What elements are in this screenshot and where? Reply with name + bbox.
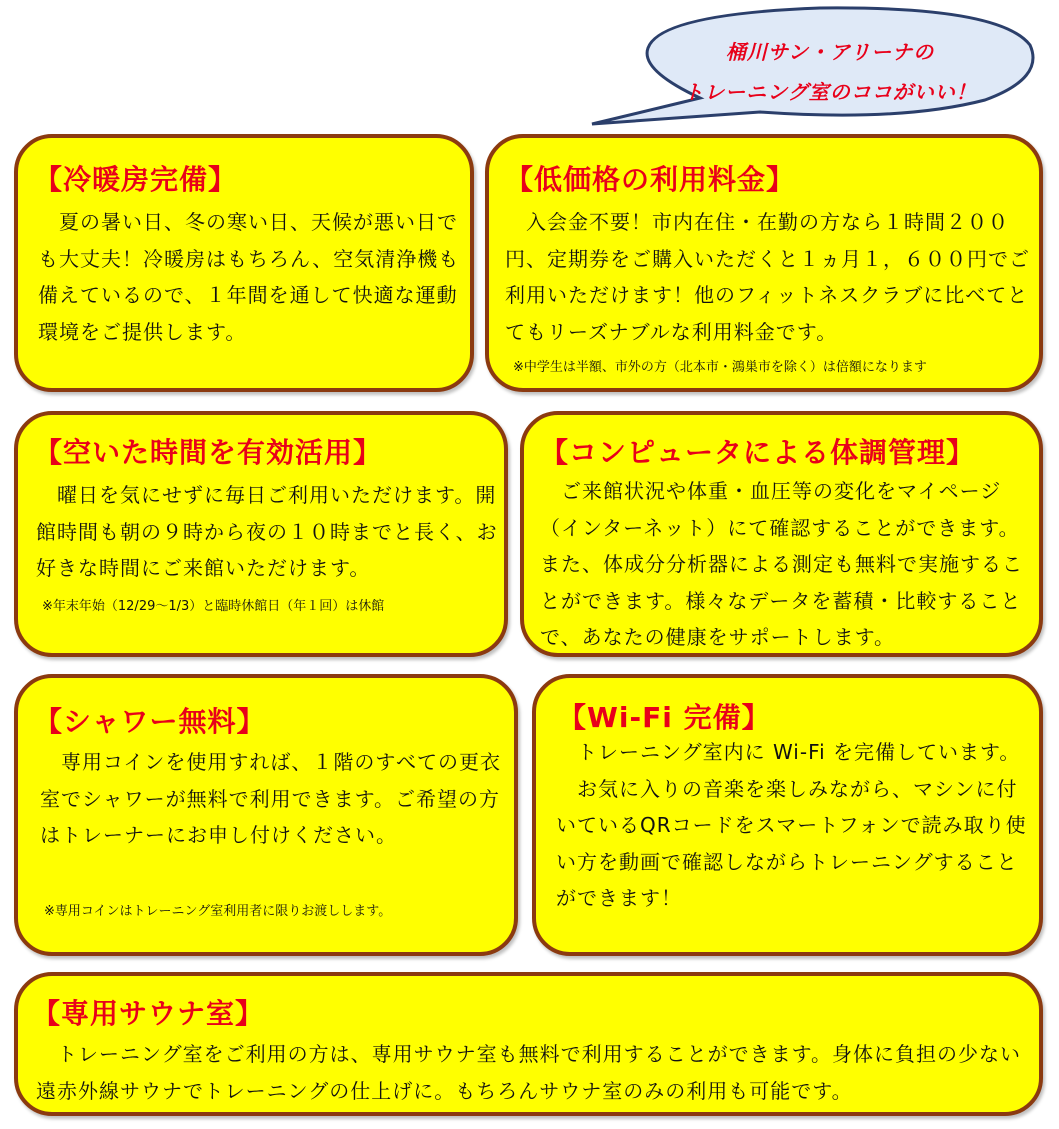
card-computer-title: 【コンピュータによる体調管理】 [540, 436, 976, 469]
card-sauna-title: 【専用サウナ室】 [32, 997, 265, 1030]
card-wifi-body: トレーニング室内に Wi-Fi を完備しています。 お気に入りの音楽を楽しみながら、マシンに付いているQRコードをスマートフォンで読み取り使い方を動画で確認しながらトレーニングすることができます！ [556, 740, 1027, 910]
card-price-body: 入会金不要！市内在住・在勤の方なら１時間２００円、定期券をご購入いただくと１ヵ月１，６００円でご利用いただけます！他のフィットネスクラブに比べてとてもリーズナブルな利用料金です。 [505, 210, 1030, 344]
card-time-body: 曜日を気にせずに毎日ご利用いただけます。開館時間も朝の９時から夜の１０時までと長く、お好きな時間にご来館いただけます。 [36, 483, 498, 580]
card-time [14, 411, 508, 657]
card-shower [14, 674, 518, 956]
bubble-line-1: 桶川サン・アリーナの [725, 40, 935, 64]
bubble-line-2: トレーニング室のココがいい！ [683, 80, 977, 104]
card-aircon-body: 夏の暑い日、冬の寒い日、天候が悪い日でも大丈夫！冷暖房はもちろん、空気清浄機も備えているので、１年間を通して快適な運動環境をご提供します。 [38, 210, 460, 344]
card-wifi-title: 【Wi-Fi 完備】 [558, 701, 771, 734]
card-sauna [14, 972, 1043, 1116]
card-shower-note: ※専用コインはトレーニング室利用者に限りお渡しします。 [44, 904, 392, 919]
card-time-title: 【空いた時間を有効活用】 [34, 436, 383, 469]
card-shower-body: 専用コインを使用すれば、１階のすべての更衣室でシャワーが無料で利用できます。ご希望の方はトレーナーにお申し付けください。 [40, 750, 501, 847]
card-shower-title: 【シャワー無料】 [34, 705, 266, 738]
card-price-title: 【低価格の利用料金】 [505, 163, 796, 196]
card-price-note: ※中学生は半額、市外の方（北本市・鴻巣市を除く）は倍額になります [513, 360, 927, 375]
card-time-note: ※年末年始（12/29～1/3）と臨時休館日（年１回）は休館 [42, 599, 385, 614]
speech-bubble-text [655, 32, 1005, 112]
card-computer [520, 411, 1043, 657]
card-wifi [532, 674, 1043, 956]
card-sauna-body: トレーニング室をご利用の方は、専用サウナ室も無料で利用することができます。身体に負担の少ない遠赤外線サウナでトレーニングの仕上げに。もちろんサウナ室のみの利用も可能です。 [36, 1042, 1021, 1103]
card-aircon [14, 134, 474, 392]
card-computer-body: ご来館状況や体重・血圧等の変化をマイページ（インターネット）にて確認することができます。また、体成分分析器による測定も無料で実施することができます。様々なデータを蓄積・比較することで、あなたの健康をサポートします。 [540, 479, 1023, 649]
card-aircon-title: 【冷暖房完備】 [34, 163, 238, 196]
card-price [485, 134, 1043, 392]
